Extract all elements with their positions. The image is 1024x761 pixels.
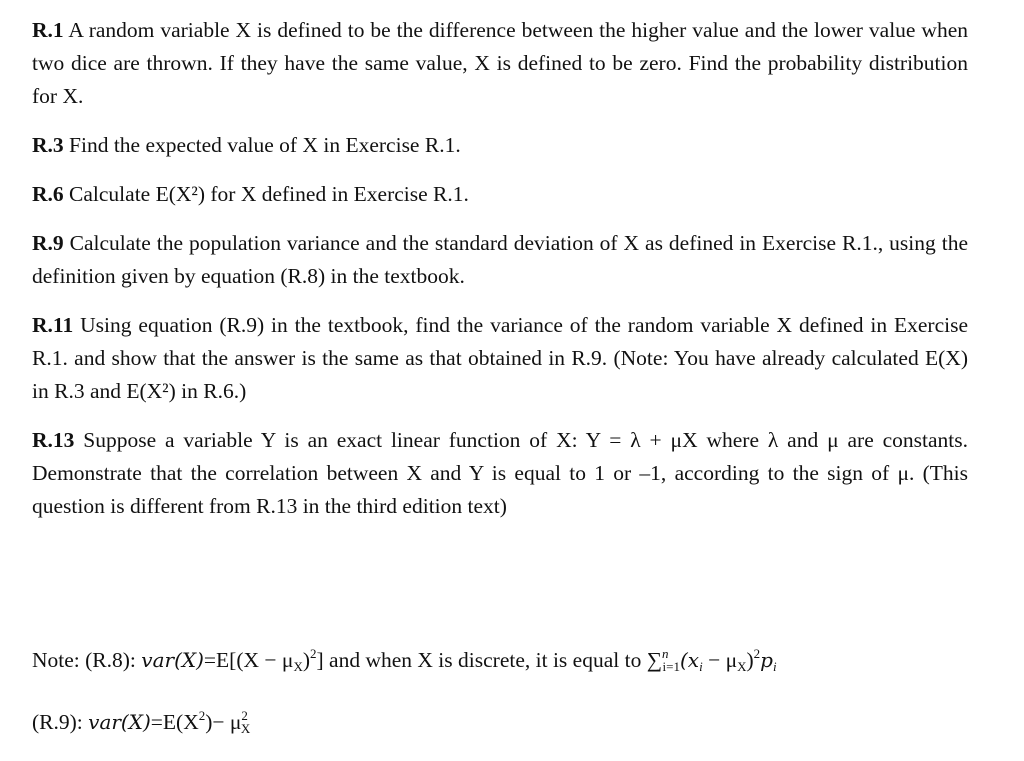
exercise-text: A random variable X is defined to be the difference between the higher value and the lower value when two dice are thrown. If they have the same value, X is defined to be zero. Find the probability distribution for X. <box>32 18 968 108</box>
probability-symbol: p <box>760 648 773 672</box>
exercise-text: Calculate E(X²) for X defined in Exercise R.1. <box>63 182 469 206</box>
exercise-text: Suppose a variable Y is an exact linear function of X: Y = λ + μX where λ and μ are constants. Demonstrate that the correlation between X and Y is equal to 1 or –1, according to the sign of μ. (This question is different from R.13 in the third edition text) <box>32 428 968 518</box>
blank-space <box>32 539 968 637</box>
square-superscript: 2 <box>198 708 206 723</box>
exercise-label: R.3 <box>32 133 64 157</box>
exercise-sheet <box>32 14 968 761</box>
exercise-label: R.13 <box>32 428 75 452</box>
exercise-text: Find the expected value of X in Exercise R.1. <box>63 133 461 157</box>
exercise-label: R.11 <box>32 313 74 337</box>
sum-square: 2 <box>753 646 761 661</box>
note-r8-formula <box>32 637 968 683</box>
exercise-r3 <box>32 129 968 162</box>
mu-square-superscript: 2 <box>241 708 248 723</box>
exercise-label: R.6 <box>32 182 64 206</box>
sum-upper-limit: n <box>662 646 669 661</box>
x-subscript: i <box>699 659 703 674</box>
sum-body: (x <box>679 648 700 672</box>
close-paren: ) <box>302 648 310 672</box>
minus-mu: )− μ <box>205 710 242 734</box>
expectation-expression: =E(X <box>150 710 199 734</box>
exercise-r1 <box>32 14 968 113</box>
mu-subscript: X <box>293 659 303 674</box>
sum-symbol: ∑ <box>646 648 663 672</box>
sum-mu-subscript: X <box>737 659 747 674</box>
exercise-label: R.9 <box>32 231 64 255</box>
square-superscript: 2 <box>310 646 317 661</box>
mu-subscript: X <box>240 721 251 736</box>
exercise-r11 <box>32 309 968 408</box>
exercise-r13 <box>32 424 968 523</box>
exercise-text: Calculate the population variance and the standard deviation of X as defined in Exercise R.1., using the definition given by equation (R.8) in the textbook. <box>32 231 968 288</box>
note-prefix: Note: (R.8): <box>32 648 142 672</box>
close-bracket: ] <box>316 648 324 672</box>
var-expression: var(X) <box>88 710 151 734</box>
expectation-expression: =E[(X − μ <box>203 648 294 672</box>
note-connector-text: and when X is discrete, it is equal to <box>323 648 647 672</box>
var-expression: var(X) <box>141 648 204 672</box>
note-r9-formula <box>32 699 968 745</box>
sum-mu: − μ <box>702 648 738 672</box>
note-prefix: (R.9): <box>32 710 89 734</box>
exercise-text: Using equation (R.9) in the textbook, find the variance of the random variable X defined in Exercise R.1. and show that the answer is the same as that obtained in R.9. (Note: You have already calculated E(X) in R.3 and E(X²) in R.6.) <box>32 313 968 403</box>
exercise-r9 <box>32 227 968 293</box>
probability-subscript: i <box>772 659 777 674</box>
sum-close-paren: ) <box>746 648 754 672</box>
sum-lower-limit: i=1 <box>662 659 680 674</box>
exercise-label: R.1 <box>32 18 64 42</box>
exercise-r6 <box>32 178 968 211</box>
